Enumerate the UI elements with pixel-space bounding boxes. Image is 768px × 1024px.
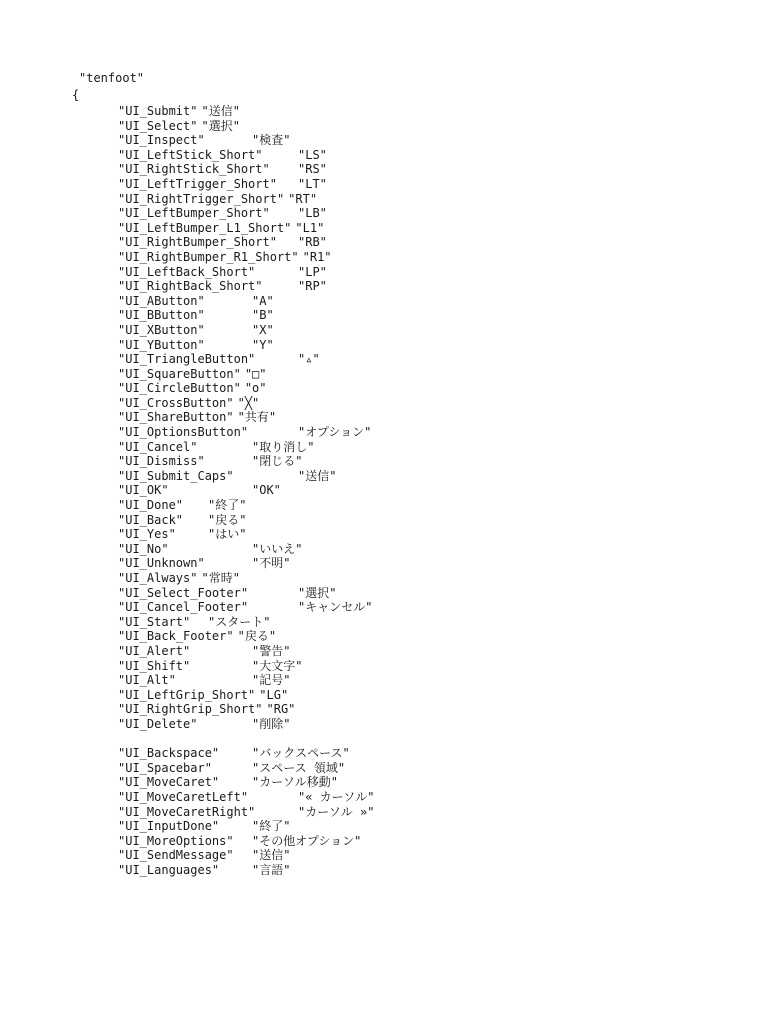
entry-value: "R1" — [302, 249, 332, 264]
entry-line — [118, 118, 240, 134]
entry-key: "UI_Spacebar" — [118, 760, 212, 775]
entry-line — [118, 352, 320, 367]
entry-value: "送信" — [298, 468, 337, 483]
entry-value: "その他オプション" — [252, 833, 362, 848]
entry-value: "言語" — [252, 862, 291, 877]
entry-key: "UI_Submit" — [118, 104, 198, 118]
entry-line — [118, 468, 337, 484]
entry-key: "UI_MoveCaret" — [118, 775, 220, 790]
entry-line — [118, 673, 291, 688]
entry-key: "UI_Shift" — [118, 658, 191, 673]
entry-line — [118, 833, 362, 849]
entry-line — [118, 366, 267, 382]
entry-key: "UI_TriangleButton" — [118, 352, 256, 367]
entry-list — [72, 104, 375, 877]
entry-line — [118, 439, 315, 455]
entry-key: "UI_Select" — [118, 118, 198, 133]
entry-key: "UI_XButton" — [118, 322, 205, 337]
entry-value: "« カーソル" — [298, 789, 375, 804]
entry-line — [118, 746, 350, 761]
entry-value: "スペース 領域" — [252, 760, 346, 775]
entry-value: "カーソル移動" — [252, 775, 338, 790]
entry-line — [118, 571, 240, 586]
entry-key: "UI_LeftBumper_Short" — [118, 206, 270, 221]
entry-line — [118, 629, 277, 644]
entry-value: "╳" — [237, 395, 260, 410]
entry-value: "いいえ" — [252, 541, 303, 556]
entry-value: "不明" — [252, 556, 291, 571]
entry-key: "UI_Delete" — [118, 716, 198, 731]
entry-value: "記号" — [252, 673, 291, 688]
entry-line — [118, 279, 327, 294]
entry-value: "終了" — [252, 819, 291, 834]
entry-key: "UI_RightBumper_R1_Short" — [118, 249, 299, 264]
entry-line — [118, 789, 375, 805]
entry-key: "UI_Always" — [118, 571, 198, 585]
entry-line — [118, 585, 337, 601]
entry-key: "UI_LeftTrigger_Short" — [118, 176, 277, 191]
entry-key: "UI_MoveCaretLeft" — [118, 789, 249, 804]
entry-value: "B" — [252, 308, 274, 323]
entry-key: "UI_YButton" — [118, 337, 205, 352]
entry-value: "X" — [252, 322, 274, 337]
document-body — [72, 70, 375, 877]
entry-key: "UI_LeftBack_Short" — [118, 264, 256, 279]
entry-value: "LT" — [298, 176, 327, 191]
entry-value: "RP" — [298, 279, 327, 294]
entry-line — [118, 702, 296, 717]
entry-line — [118, 235, 327, 250]
entry-value: "A" — [252, 293, 274, 308]
entry-line — [118, 322, 274, 338]
entry-key: "UI_Inspect" — [118, 133, 205, 148]
entry-key: "UI_BButton" — [118, 308, 205, 323]
entry-value: "戻る" — [237, 629, 277, 644]
entry-line — [118, 425, 372, 440]
entry-value: "スタート" — [208, 614, 271, 629]
entry-line — [118, 804, 375, 820]
blank-line — [118, 732, 144, 747]
entry-key: "UI_Start" — [118, 614, 191, 629]
entry-key: "UI_Done" — [118, 498, 184, 513]
entry-key: "UI_MoreOptions" — [118, 833, 234, 848]
entry-key: "UI_MoveCaretRight" — [118, 804, 256, 819]
entry-value: "戻る" — [208, 512, 247, 527]
entry-value: "警告" — [252, 643, 291, 658]
entry-line — [118, 643, 291, 659]
entry-key: "UI_OptionsButton" — [118, 425, 249, 440]
entry-value: "LB" — [298, 206, 327, 221]
entry-line — [118, 862, 291, 878]
entry-line — [118, 556, 291, 571]
entry-key: "UI_Unknown" — [118, 556, 205, 571]
entry-line — [118, 104, 240, 119]
entry-line — [118, 760, 346, 776]
entry-line — [118, 687, 289, 703]
entry-key: "UI_Languages" — [118, 862, 220, 877]
entry-line — [118, 191, 318, 207]
entry-key: "UI_LeftGrip_Short" — [118, 687, 256, 702]
entry-value: "大文字" — [252, 658, 303, 673]
entry-line — [118, 716, 291, 732]
entry-line — [118, 483, 281, 498]
entry-key: "UI_Back" — [118, 512, 184, 527]
entry-line — [118, 541, 303, 557]
entry-value: "OK" — [252, 483, 281, 498]
entry-key: "UI_Back_Footer" — [118, 629, 234, 644]
entry-line — [118, 658, 303, 674]
entry-key: "UI_SquareButton" — [118, 366, 241, 381]
entry-line — [118, 410, 277, 425]
entry-value: "選択" — [201, 118, 240, 133]
entry-key: "UI_Backspace" — [118, 746, 220, 761]
entry-key: "UI_RightTrigger_Short" — [118, 191, 285, 206]
root-key: "tenfoot" — [79, 71, 145, 85]
entry-line — [118, 308, 274, 323]
entry-key: "UI_Yes" — [118, 527, 176, 542]
entry-key: "UI_RightStick_Short" — [118, 162, 270, 177]
entry-value: "キャンセル" — [298, 600, 373, 615]
entry-line — [118, 498, 247, 513]
entry-value: "RB" — [298, 235, 327, 250]
entry-value: "RT" — [288, 191, 318, 206]
entry-key: "UI_RightBumper_Short" — [118, 235, 277, 250]
entry-value: "はい" — [208, 527, 247, 542]
entry-value: "LG" — [259, 687, 289, 702]
entry-key: "UI_Cancel_Footer" — [118, 600, 249, 615]
entry-line — [118, 206, 327, 221]
entry-line — [118, 264, 327, 280]
entry-line — [118, 819, 291, 834]
entry-value: "□" — [244, 366, 267, 381]
entry-value: "Y" — [252, 337, 274, 352]
entry-value: "RS" — [298, 162, 327, 177]
entry-line — [118, 176, 327, 192]
entry-line — [118, 337, 274, 353]
entry-value: "検査" — [252, 133, 291, 148]
entry-value: "L1" — [295, 220, 325, 235]
entry-key: "UI_CrossButton" — [118, 395, 234, 410]
entry-value: "LS" — [298, 147, 327, 162]
entry-line — [118, 133, 291, 148]
entry-value: "▵" — [298, 352, 320, 367]
entry-key: "UI_CircleButton" — [118, 381, 241, 396]
entry-key: "UI_Select_Footer" — [118, 585, 249, 600]
entry-value: "RG" — [266, 702, 296, 717]
entry-value: "共有" — [237, 410, 277, 425]
entry-key: "UI_OK" — [118, 483, 169, 498]
entry-value: "LP" — [298, 264, 327, 279]
entry-value: "終了" — [208, 498, 247, 513]
entry-value: "取り消し" — [252, 439, 315, 454]
entry-value: "削除" — [252, 716, 291, 731]
entry-line — [118, 249, 332, 265]
entry-line — [118, 381, 267, 396]
entry-key: "UI_ShareButton" — [118, 410, 234, 425]
entry-line — [118, 775, 338, 790]
entry-value: "閉じる" — [252, 454, 303, 469]
entry-line — [118, 512, 247, 528]
entry-key: "UI_Dismiss" — [118, 454, 205, 469]
entry-value: "バックスペース" — [252, 746, 350, 761]
entry-key: "UI_LeftStick_Short" — [118, 147, 263, 162]
entry-value: "オプション" — [298, 425, 372, 440]
entry-line — [118, 454, 303, 469]
entry-line — [118, 614, 271, 630]
entry-line — [118, 527, 247, 542]
open-brace: { — [72, 88, 80, 102]
entry-value: "o" — [244, 381, 267, 396]
entry-key: "UI_Cancel" — [118, 439, 198, 454]
entry-key: "UI_AButton" — [118, 293, 205, 308]
entry-value: "常時" — [201, 571, 240, 585]
entry-line — [118, 600, 373, 615]
entry-line — [118, 395, 260, 411]
entry-key: "UI_RightGrip_Short" — [118, 702, 263, 717]
entry-line — [118, 848, 291, 863]
entry-key: "UI_RightBack_Short" — [118, 279, 263, 294]
entry-line — [118, 147, 327, 163]
entry-line — [118, 293, 274, 309]
entry-key: "UI_LeftBumper_L1_Short" — [118, 220, 292, 235]
entry-line — [118, 162, 327, 177]
entry-value: "カーソル »" — [298, 804, 375, 819]
entry-line — [118, 220, 325, 236]
entry-key: "UI_Submit_Caps" — [118, 468, 234, 483]
entry-value: "選択" — [298, 585, 337, 600]
entry-key: "UI_Alt" — [118, 673, 176, 688]
entry-key: "UI_Alert" — [118, 643, 191, 658]
entry-value: "送信" — [201, 104, 240, 118]
entry-key: "UI_No" — [118, 541, 169, 556]
entry-key: "UI_SendMessage" — [118, 848, 234, 863]
entry-value: "送信" — [252, 848, 291, 863]
entry-key: "UI_InputDone" — [118, 819, 220, 834]
